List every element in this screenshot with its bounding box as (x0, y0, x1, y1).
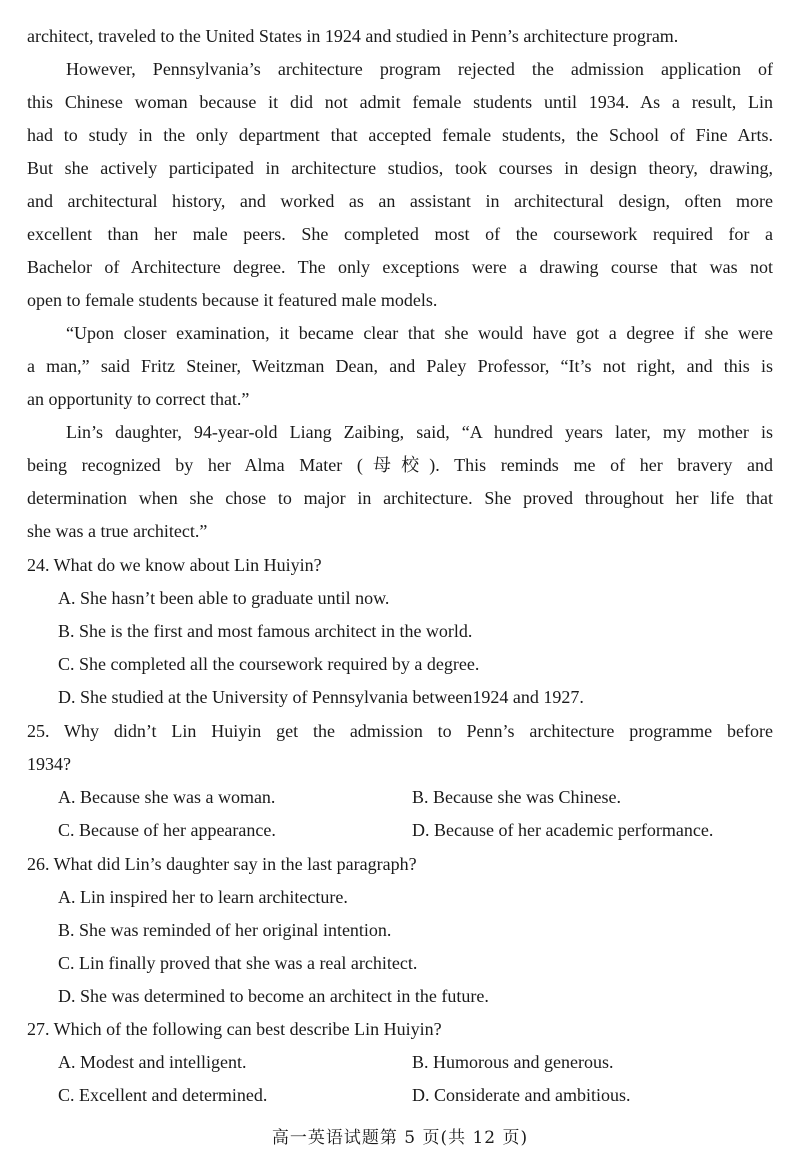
option-c: C. She completed all the coursework required by a degree. (58, 654, 480, 674)
question-stem: 27. Which of the following can best describe Lin Huiyin? (27, 1019, 442, 1039)
option-a: A. Because she was a woman. (58, 787, 276, 807)
option-b: B. Because she was Chinese. (412, 787, 621, 807)
option-a: A. Modest and intelligent. (58, 1052, 247, 1072)
passage-line: excellent than her male peers. She completed most of the coursework required for a (27, 224, 773, 244)
passage-line: and architectural history, and worked as an assistant in architectural design, often more (27, 191, 773, 211)
option-c: C. Because of her appearance. (58, 820, 276, 840)
page-footer: 高一英语试题第 5 页(共 12 页) (271, 1128, 529, 1148)
passage-line: an opportunity to correct that.” (27, 389, 250, 409)
question-stem: 25. Why didn’t Lin Huiyin get the admission to Penn’s architecture programme before (27, 721, 773, 741)
option-d: D. She studied at the University of Pennsylvania between1924 and 1927. (58, 687, 584, 707)
passage-line: being recognized by her Alma Mater (母校). This reminds me of her bravery and (27, 455, 773, 475)
option-b: B. Humorous and generous. (412, 1052, 614, 1072)
passage-line: But she actively participated in architecture studios, took courses in design theory, drawing, (27, 158, 773, 178)
option-d: D. Because of her academic performance. (412, 820, 714, 840)
option-b: B. She is the first and most famous architect in the world. (58, 621, 473, 641)
passage-line: “Upon closer examination, it became clear that she would have got a degree if she were (66, 323, 773, 343)
passage-line: Lin’s daughter, 94-year-old Liang Zaibing, said, “A hundred years later, my mother is (66, 422, 773, 442)
passage-line: Bachelor of Architecture degree. The only exceptions were a drawing course that was not (27, 257, 773, 277)
option-c: C. Excellent and determined. (58, 1085, 268, 1105)
question-stem-continued: 1934? (27, 754, 71, 774)
option-a: A. Lin inspired her to learn architecture. (58, 887, 348, 907)
passage-line: However, Pennsylvania’s architecture program rejected the admission application of (66, 59, 773, 79)
question-stem: 24. What do we know about Lin Huiyin? (27, 555, 322, 575)
passage-line: open to female students because it featured male models. (27, 290, 438, 310)
passage-line: had to study in the only department that accepted female students, the School of Fine Arts. (27, 125, 773, 145)
question-stem: 26. What did Lin’s daughter say in the last paragraph? (27, 854, 417, 874)
passage-line: this Chinese woman because it did not admit female students until 1934. As a result, Lin (27, 92, 773, 112)
passage-line: she was a true architect.” (27, 521, 208, 541)
option-d: D. She was determined to become an architect in the future. (58, 986, 489, 1006)
option-d: D. Considerate and ambitious. (412, 1085, 631, 1105)
passage-line: a man,” said Fritz Steiner, Weitzman Dean, and Paley Professor, “It’s not right, and this is (27, 356, 773, 376)
option-a: A. She hasn’t been able to graduate until now. (58, 588, 390, 608)
passage-line: determination when she chose to major in architecture. She proved throughout her life that (27, 488, 773, 508)
option-c: C. Lin finally proved that she was a real architect. (58, 953, 418, 973)
passage-line: architect, traveled to the United States in 1924 and studied in Penn’s architecture program. (27, 26, 679, 46)
option-b: B. She was reminded of her original intention. (58, 920, 392, 940)
